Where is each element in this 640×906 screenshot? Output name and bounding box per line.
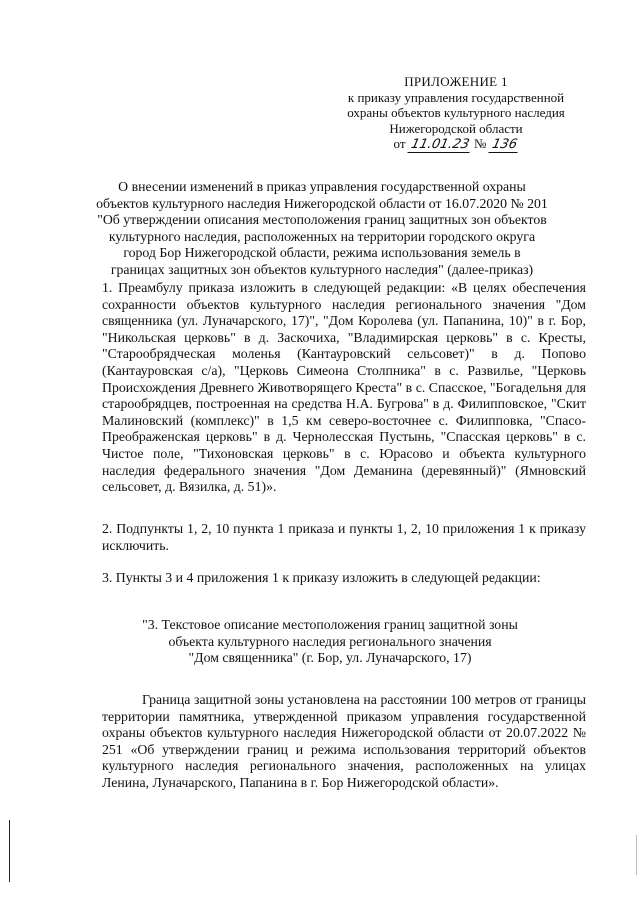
paragraph-4: Граница защитной зоны установлена на расстоянии 100 метров от границы территории памятника, утвержденной приказом управления государственной охраны объектов культурного наследия Нижегородской области от 20.07.2022 № 251 «Об утверждении границ и режима использования территорий объектов культурного наследия регионального значения, расположенных на улицах Ленина, Луначарского, Папанина в г. Бор Нижегородской области». xyxy=(102,692,586,790)
section-subtitle xyxy=(120,617,540,667)
appendix-header xyxy=(340,74,572,153)
appendix-title: ПРИЛОЖЕНИЕ 1 xyxy=(404,74,508,89)
order-date-number xyxy=(340,136,572,153)
date-prefix: от xyxy=(393,136,406,151)
scan-margin-line xyxy=(9,820,10,882)
scan-edge-mark xyxy=(636,835,637,875)
subtitle-line-3: "Дом священника" (г. Бор, ул. Луначарского, 17) xyxy=(188,650,472,665)
subtitle-line-1: "3. Текстовое описание местоположения границ защитной зоны xyxy=(142,617,518,632)
paragraph-1: 1. Преамбулу приказа изложить в следующей редакции: «В целях обеспечения сохранности объектов культурного наследия регионального значения "Дом священника (ул. Луначарского, 17)", "Дом Королева (ул. Папанина, 10)" в г. Бор, "Никольская церковь" в д. Заскочиха, "Владимирская церковь" в с. Кресты, "Старообрядческая моленья (Кантауровский сельсовет)" в д. Попово (Кантауровская с/а), "Церковь Симеона Столпника" в с. Развилье, "Церковь Происхождения Древнего Животворящего Креста" в с. Спасское, "Богадельня для старообрядцев, построенная на средства Н.А. Бугрова" в д. Филипповское, "Скит Малиновский (комплекс)" в 1,5 км северо-восточнее с. Филипповка, "Спасо-Преображенская церковь" в д. Чернолесская Пустынь, "Спасская церковь" в с. Чистое поле, "Тихоновская церковь" в с. Юрасово и объекта культурного наследия федерального значения "Дом Деманина (деревянный)" (Ямновский сельсовет, д. Вязилка, д. 51)». xyxy=(102,280,586,495)
handwritten-date: 11.01.23 xyxy=(407,138,472,153)
number-prefix: № xyxy=(473,136,487,151)
paragraph-3: 3. Пункты 3 и 4 приложения 1 к приказу изложить в следующей редакции: xyxy=(102,570,541,585)
paragraph-2: 2. Подпункты 1, 2, 10 пункта 1 приказа и пункты 1, 2, 10 приложения 1 к приказу исключить. xyxy=(102,521,586,553)
handwritten-number: 136 xyxy=(488,138,520,153)
appendix-line-3: Нижегородской области xyxy=(389,120,523,136)
document-title: О внесении изменений в приказ управления государственной охраны объектов культурного наследия Нижегородской области от 16.07.2020 № 201 "Об утверждении описания местоположения границ защитных зон объектов культурного наследия, расположенных на территории городского округа город Бор Нижегородской области, режима использования земель в границах защитных зон объектов культурного наследия" (далее-приказ) xyxy=(96,179,548,277)
subtitle-line-2: объекта культурного наследия регионального значения xyxy=(168,633,492,649)
appendix-line-1: к приказу управления государственной xyxy=(347,89,565,105)
appendix-line-2: охраны объектов культурного наследия xyxy=(347,105,565,120)
